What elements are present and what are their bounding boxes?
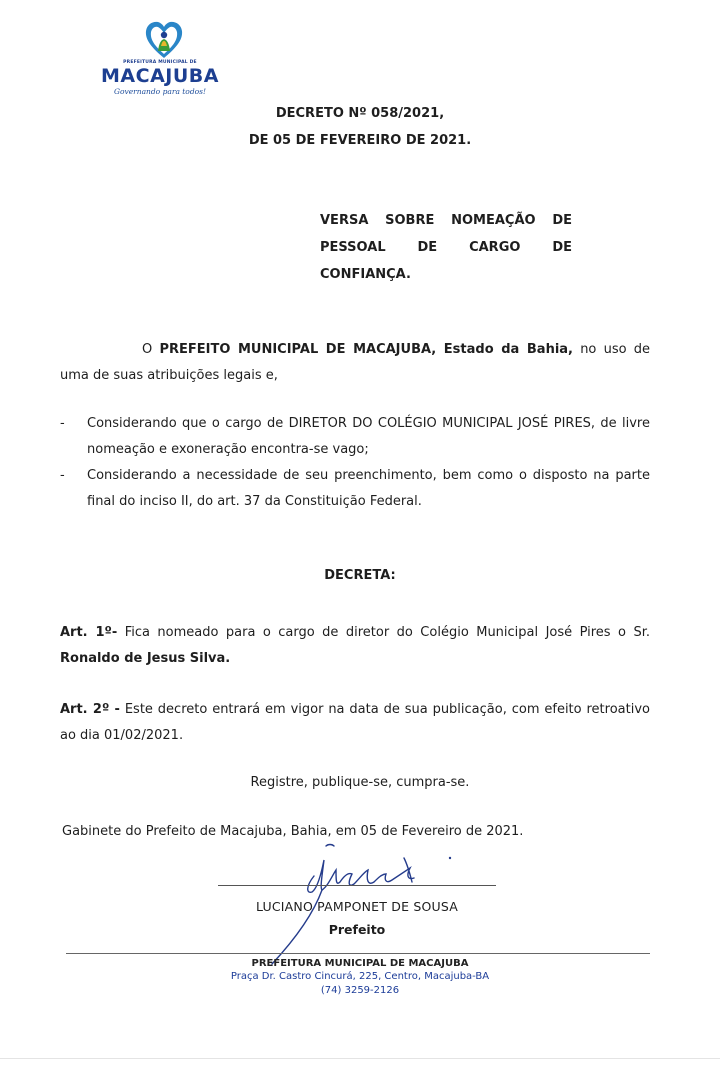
- bullet-dash: -: [60, 416, 65, 431]
- decree-number: DECRETO Nº 058/2021,: [275, 106, 445, 121]
- decreta-heading: DECRETA:: [324, 568, 396, 583]
- intro-prefix: O: [142, 342, 160, 357]
- summary-line: PESSOAL DE CARGO DE: [320, 240, 572, 255]
- article-1: [60, 620, 650, 672]
- municipal-logo: [98, 20, 222, 98]
- intro-authority: PREFEITO MUNICIPAL DE MACAJUBA, Estado da Bahia,: [159, 342, 573, 357]
- considerando-text: Considerando que o cargo de DIRETOR DO COLÉGIO MUNICIPAL JOSÉ PIRES, de livre nomeação e exoneração encontra-se vago;: [87, 416, 650, 457]
- summary-line: CONFIANÇA.: [320, 267, 411, 282]
- closing-formula: Registre, publique-se, cumpra-se.: [250, 775, 470, 790]
- footer-phone: (74) 3259-2126: [320, 985, 400, 996]
- considerando-item: [60, 463, 650, 515]
- article-text: Fica nomeado para o cargo de diretor do Colégio Municipal José Pires o Sr.: [117, 625, 650, 640]
- appointee-name: Ronaldo de Jesus Silva.: [60, 651, 231, 666]
- footer-institution: PREFEITURA MUNICIPAL DE MACAJUBA: [251, 958, 469, 969]
- article-label: Art. 1º-: [60, 625, 118, 640]
- signature-line: [218, 885, 496, 886]
- decree-summary: [320, 207, 572, 288]
- intro-paragraph: [60, 337, 650, 389]
- scan-edge: [0, 1058, 720, 1059]
- article-text: Este decreto entrará em vigor na data de sua publicação, com efeito retroativo ao dia 01/02/2021.: [60, 702, 650, 743]
- intro-rest: no uso de uma de suas atribuições legais e,: [60, 342, 650, 383]
- logo-prefeitura-text: PREFEITURA MUNICIPAL DE: [123, 60, 197, 65]
- footer-divider: [66, 953, 650, 954]
- place-date-line: Gabinete do Prefeito de Macajuba, Bahia, em 05 de Fevereiro de 2021.: [62, 824, 524, 839]
- bullet-dash: -: [60, 468, 65, 483]
- article-label: Art. 2º -: [60, 702, 120, 717]
- decree-date: DE 05 DE FEVEREIRO DE 2021.: [248, 133, 472, 148]
- footer-address: Praça Dr. Castro Cincurá, 225, Centro, Macajuba-BA: [230, 971, 490, 982]
- considerando-text: Considerando a necessidade de seu preenchimento, bem como o disposto na parte final do inciso II, do art. 37 da Constituição Federal.: [87, 468, 650, 509]
- heart-logo-icon: [144, 20, 184, 60]
- logo-city-name: MACAJUBA: [101, 65, 219, 87]
- article-2: [60, 697, 650, 749]
- considerando-item: [60, 411, 650, 463]
- summary-line: VERSA SOBRE NOMEAÇÃO DE: [320, 213, 572, 228]
- signatory-title: Prefeito: [328, 922, 386, 937]
- logo-slogan: Governando para todos!: [113, 87, 207, 96]
- signatory-name: LUCIANO PAMPONET DE SOUSA: [255, 899, 459, 914]
